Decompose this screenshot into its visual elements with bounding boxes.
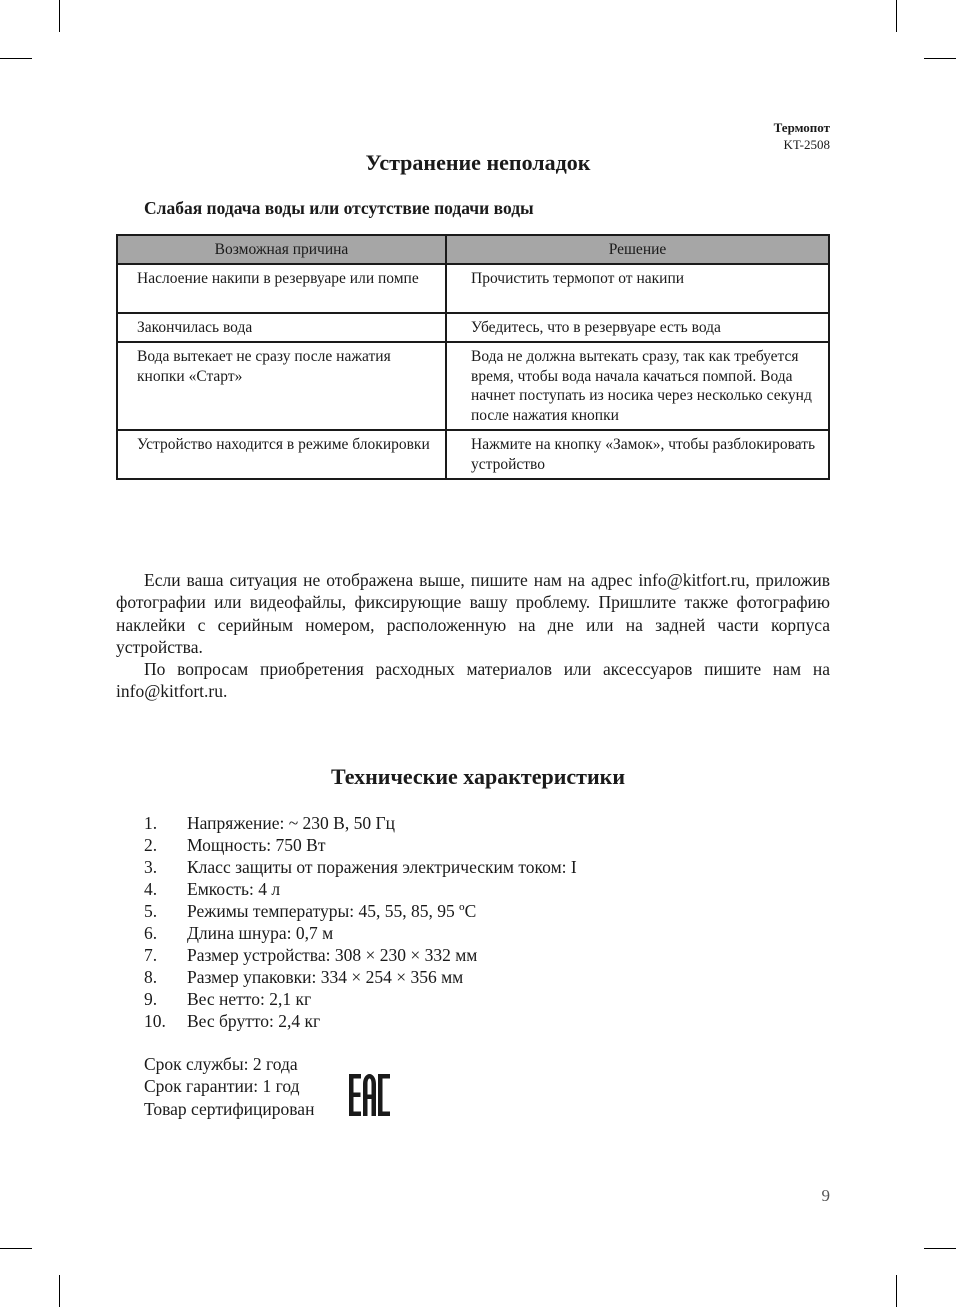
item-number: 9. xyxy=(144,989,158,1009)
cause-cell: Вода вытекает не сразу после нажатия кнопки «Старт» xyxy=(117,342,446,430)
item-text: Напряжение: ~ 230 В, 50 Гц xyxy=(187,813,395,833)
item-number: 7. xyxy=(144,945,158,965)
cause-cell: Закончилась вода xyxy=(117,313,446,342)
item-number: 8. xyxy=(144,967,158,987)
table-row xyxy=(117,342,829,430)
item-number: 4. xyxy=(144,879,158,899)
list-item xyxy=(144,834,577,856)
eac-certification-icon xyxy=(348,1074,390,1116)
item-number: 6. xyxy=(144,923,158,943)
column-header-solution: Решение xyxy=(446,235,829,264)
contact-info xyxy=(116,569,830,703)
crop-mark xyxy=(0,58,32,59)
solution-cell: Убедитесь, что в резервуаре есть вода xyxy=(446,313,829,342)
list-item xyxy=(144,1010,577,1032)
item-number: 2. xyxy=(144,835,158,855)
cause-cell: Устройство находится в режиме блокировки xyxy=(117,430,446,479)
header-product: Термопот xyxy=(773,120,830,135)
certification-note: Товар сертифицирован xyxy=(144,1098,315,1119)
item-text: Мощность: 750 Вт xyxy=(187,835,326,855)
list-item xyxy=(144,900,577,922)
list-item xyxy=(144,966,577,988)
cause-cell: Наслоение накипи в резервуаре или помпе xyxy=(117,264,446,313)
crop-mark xyxy=(896,0,897,32)
troubleshooting-title: Устранение неполадок xyxy=(365,150,591,175)
specs-title: Технические характеристики xyxy=(330,764,626,789)
item-text: Длина шнура: 0,7 м xyxy=(187,923,334,943)
list-item xyxy=(144,988,577,1010)
list-item xyxy=(144,944,577,966)
contact-paragraph: Если ваша ситуация не отображена выше, пишите нам на адрес info@kitfort.ru, приложив фотографии или видеофайлы, фиксирующие вашу проблему. Пришлите также фотографию наклейки с серийным номером, расположенную на дне или на задней части корпуса устройства. xyxy=(116,570,830,657)
table-row xyxy=(117,264,829,313)
crop-mark xyxy=(924,1248,956,1249)
troubleshooting-subtitle: Слабая подача воды или отсутствие подачи воды xyxy=(144,198,534,218)
list-item xyxy=(144,812,577,834)
service-life: Срок службы: 2 года xyxy=(144,1054,298,1074)
item-text: Вес нетто: 2,1 кг xyxy=(187,989,312,1009)
list-item xyxy=(144,856,577,878)
service-info xyxy=(144,1053,314,1120)
table-row xyxy=(117,430,829,479)
item-number: 1. xyxy=(144,813,158,833)
crop-mark xyxy=(59,1275,60,1307)
running-header xyxy=(774,119,830,153)
crop-mark xyxy=(59,0,60,32)
solution-cell: Вода не должна вытекать сразу, так как требуется время, чтобы вода начала качаться помпой. Вода начнет поступать из носика через несколько секунд после нажатия кнопки xyxy=(446,342,829,430)
table-row xyxy=(117,313,829,342)
item-number: 10. xyxy=(144,1011,166,1031)
page-number: 9 xyxy=(821,1186,830,1205)
solution-cell: Нажмите на кнопку «Замок», чтобы разблокировать устройство xyxy=(446,430,829,479)
item-text: Емкость: 4 л xyxy=(187,879,281,899)
list-item xyxy=(144,922,577,944)
item-number: 3. xyxy=(144,857,158,877)
contact-paragraph: По вопросам приобретения расходных материалов или аксессуаров пишите нам на info@kitfort.ru. xyxy=(116,659,830,702)
item-text: Размер устройства: 308 × 230 × 332 мм xyxy=(187,945,478,965)
item-text: Вес брутто: 2,4 кг xyxy=(187,1011,321,1031)
item-text: Режимы температуры: 45, 55, 85, 95 ºC xyxy=(187,901,477,921)
item-text: Класс защиты от поражения электрическим током: I xyxy=(187,857,577,877)
troubleshooting-table xyxy=(116,234,830,480)
crop-mark xyxy=(896,1275,897,1307)
header-model: KT-2508 xyxy=(783,137,830,152)
table-header-row xyxy=(117,235,829,264)
solution-cell: Прочистить термопот от накипи xyxy=(446,264,829,313)
item-number: 5. xyxy=(144,901,158,921)
column-header-cause: Возможная причина xyxy=(117,235,446,264)
specs-list xyxy=(144,812,577,1032)
item-text: Размер упаковки: 334 × 254 × 356 мм xyxy=(187,967,464,987)
list-item xyxy=(144,878,577,900)
crop-mark xyxy=(924,58,956,59)
crop-mark xyxy=(0,1248,32,1249)
warranty-period: Срок гарантии: 1 год xyxy=(144,1076,300,1097)
